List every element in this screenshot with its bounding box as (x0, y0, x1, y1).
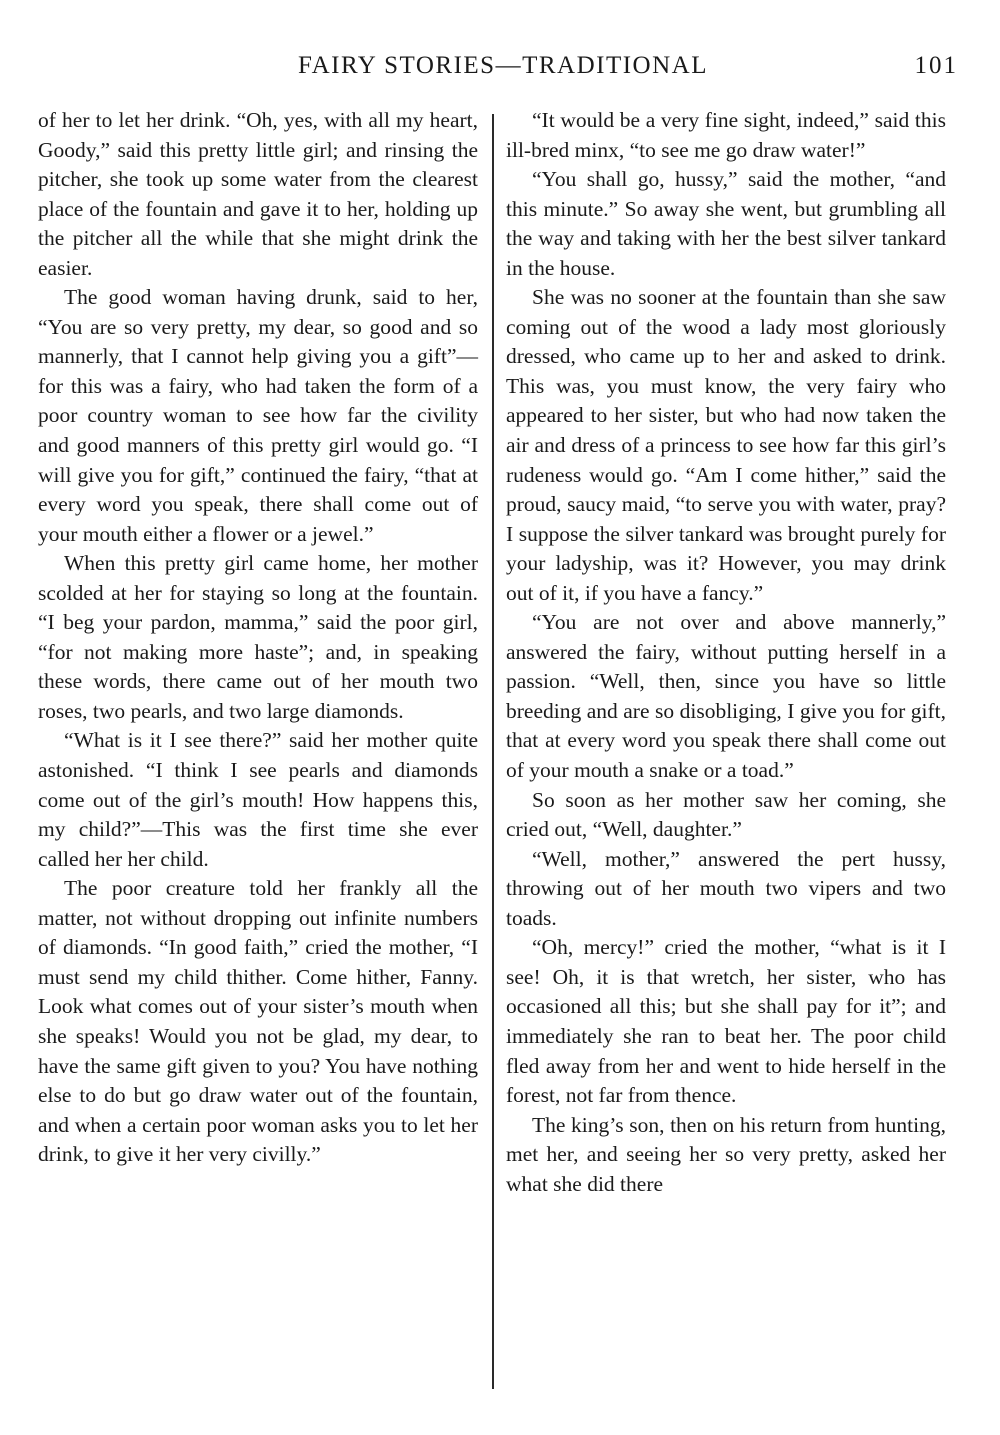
column-divider (492, 114, 494, 1389)
right-column (506, 106, 946, 1199)
paragraph: So soon as her mother saw her coming, she cried out, “Well, daughter.” (506, 787, 946, 842)
page-number: 101 (914, 52, 958, 79)
paragraph: “Well, mother,” answered the pert hussy, throwing out of her mouth two vipers and two toads. (506, 846, 946, 930)
running-title: FAIRY STORIES—TRADITIONAL (298, 52, 708, 79)
paragraph: The good woman having drunk, said to her, “You are so very pretty, my dear, so good and so mannerly, that I cannot help giving you a gift”—for this was a fairy, who had taken the form of a poor country woman to see how far the civility and good manners of this pretty girl would go. “I will give you for gift,” continued the fairy, “that at every word you speak, there shall come out of your mouth either a flower or a jewel.” (38, 285, 478, 546)
paragraph: The king’s son, then on his return from hunting, met her, and seeing her so very pretty, asked her what she did there (506, 1112, 946, 1196)
running-header (0, 52, 1000, 82)
paragraph: “What is it I see there?” said her mother quite astonished. “I think I see pearls and diamonds come out of the girl’s mouth! How happens this, my child?”—This was the first time she ever called her her child. (38, 728, 478, 871)
paragraph: “You shall go, hussy,” said the mother, “and this minute.” So away she went, but grumbling all the way and taking with her the best silver tankard in the house. (506, 167, 946, 280)
paragraph: When this pretty girl came home, her mother scolded at her for staying so long at the fountain. “I beg your pardon, mamma,” said the poor girl, “for not making more haste”; and, in speaking these words, there came out of her mouth two roses, two pearls, and two large diamonds. (38, 551, 478, 723)
paragraph: “Oh, mercy!” cried the mother, “what is it I see! Oh, it is that wretch, her sister, who has occasioned all this; but she shall pay for it”; and immediately she ran to beat her. The poor child fled away from her and went to hide herself in the forest, not far from thence. (506, 935, 946, 1108)
paragraph: She was no sooner at the fountain than she saw coming out of the wood a lady most gloriously dressed, who came up to her and asked to drink. This was, you must know, the very fairy who appeared to her sister, but who had now taken the air and dress of a princess to see how far this girl’s rudeness would go. “Am I come hither,” said the proud, saucy maid, “to serve you with water, pray? I suppose the silver tankard was brought purely for your ladyship, was it? However, you may drink out of it, if you have a fancy.” (506, 285, 946, 605)
left-column (38, 106, 478, 1170)
paragraph: of her to let her drink. “Oh, yes, with all my heart, Goody,” said this pretty little girl; and rinsing the pitcher, she took up some water from the clearest place of the fountain and gave it to her, holding up the pitcher all the while that she might drink the easier. (38, 108, 478, 280)
paragraph: “It would be a very fine sight, indeed,” said this ill-bred minx, “to see me go draw water!” (506, 108, 946, 162)
paragraph: The poor creature told her frankly all the matter, not without dropping out infinite numbers of diamonds. “In good faith,” cried the mother, “I must send my child thither. Come hither, Fanny. Look what comes out of your sister’s mouth when she speaks! Would you not be glad, my dear, to have the same gift given to you? You have nothing else to do but go draw water out of the fountain, and when a certain poor woman asks you to let her drink, to give it her very civilly.” (38, 876, 478, 1167)
paragraph: “You are not over and above mannerly,” answered the fairy, without putting herself in a passion. “Well, then, since you have so little breeding and are so disobliging, I give you for gift, that at every word you speak there shall come out of your mouth a snake or a toad.” (506, 610, 946, 783)
